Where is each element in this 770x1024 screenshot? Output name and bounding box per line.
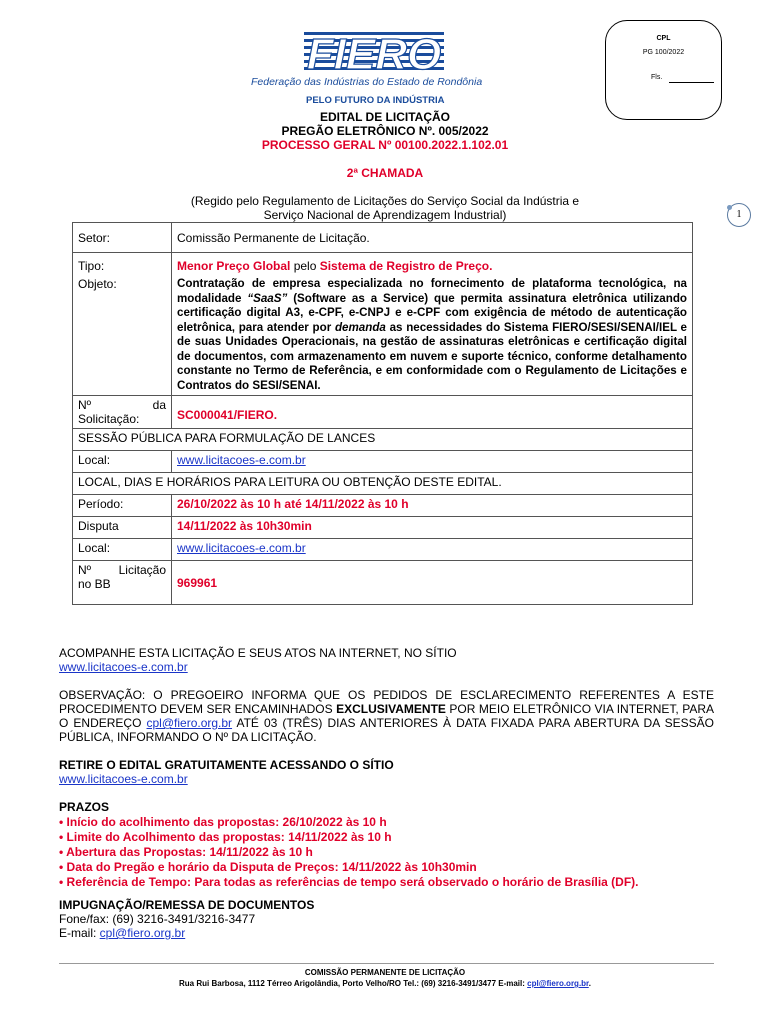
local2-label: Local: bbox=[73, 539, 172, 561]
stamp-cpl: CPL bbox=[656, 35, 671, 42]
impugnacao-email-link[interactable]: cpl@fiero.org.br bbox=[99, 926, 186, 940]
periodo-label: Período: bbox=[73, 495, 172, 517]
chamada-label: 2ª CHAMADA bbox=[346, 166, 424, 180]
fiero-logo bbox=[304, 30, 444, 74]
solicitacao-label-no: Nº bbox=[78, 398, 92, 412]
disputa-value: 14/11/2022 às 10h30min bbox=[172, 517, 693, 539]
table-row-setor bbox=[73, 223, 693, 253]
processo-number: PROCESSO GERAL Nº 00100.2022.1.102.01 bbox=[261, 138, 509, 152]
observacao-block bbox=[59, 688, 714, 744]
table-row-leitura bbox=[73, 473, 693, 495]
prazos-block bbox=[59, 800, 714, 890]
acompanhe-block bbox=[59, 646, 714, 674]
periodo-value: 26/10/2022 às 10 h até 14/11/2022 às 10 h bbox=[172, 495, 693, 517]
prazo-item: • Abertura das Propostas: 14/11/2022 às 10 h bbox=[59, 845, 313, 859]
table-row-bb bbox=[73, 561, 693, 605]
stamp-fls-label: Fls. bbox=[651, 74, 663, 81]
objeto-label: Objeto: bbox=[73, 275, 172, 396]
impugnacao-fone: Fone/fax: (69) 3216-3491/3216-3477 bbox=[59, 912, 256, 926]
prazo-item: • Limite do Acolhimento das propostas: 14/11/2022 às 10 h bbox=[59, 830, 392, 844]
pregao-number: PREGÃO ELETRÔNICO Nº. 005/2022 bbox=[281, 124, 489, 138]
sessao-header: SESSÃO PÚBLICA PARA FORMULAÇÃO DE LANCES bbox=[73, 429, 693, 451]
observacao-text-2: POR MEIO ELETRÔNICO VIA INTERNET, PARA O ENDEREÇO bbox=[59, 702, 714, 730]
acompanhe-link[interactable]: www.licitacoes-e.com.br bbox=[59, 660, 188, 674]
logo-text: FIERO bbox=[306, 30, 442, 74]
footer-commission: COMISSÃO PERMANENTE DE LICITAÇÃO bbox=[304, 968, 466, 977]
table-row-periodo bbox=[73, 495, 693, 517]
tipo-sistema: Sistema de Registro de Preço. bbox=[319, 259, 493, 273]
stamp-page-ref: PG 100/2022 bbox=[642, 49, 685, 56]
tipo-value bbox=[172, 253, 693, 276]
bb-label-licitacao: Licitação bbox=[118, 563, 166, 577]
local-value bbox=[172, 451, 693, 473]
impugnacao-email-label: E-mail: bbox=[59, 926, 100, 940]
table-row-objeto bbox=[73, 275, 693, 396]
footer-period: . bbox=[588, 979, 591, 988]
table-row-tipo bbox=[73, 253, 693, 276]
observacao-text-3: ATÉ 03 (TRÊS) DIAS ANTERIORES À DATA FIXADA PARA ABERTURA DA SESSÃO PÚBLICA, INFORMANDO O Nº DA LICITAÇÃO. bbox=[59, 716, 714, 744]
stamp-fls-line bbox=[669, 82, 714, 83]
prazo-item: • Início do acolhimento das propostas: 26/10/2022 às 10 h bbox=[59, 815, 387, 829]
solicitacao-label-text: Solicitação: bbox=[78, 412, 140, 426]
footer-email-link[interactable]: cpl@fiero.org.br bbox=[527, 979, 589, 988]
table-row-local-2 bbox=[73, 539, 693, 561]
table-row-solicitacao bbox=[73, 396, 693, 429]
prazos-title: PRAZOS bbox=[59, 800, 110, 814]
bb-value: 969961 bbox=[172, 561, 693, 605]
observacao-exclusivamente: EXCLUSIVAMENTE bbox=[336, 702, 446, 716]
table-row-disputa bbox=[73, 517, 693, 539]
prazo-item: • Referência de Tempo: Para todas as referências de tempo será observado o horário de Brasília (DF). bbox=[59, 875, 639, 889]
tipo-menor-preco: Menor Preço Global bbox=[177, 259, 291, 273]
impugnacao-title: IMPUGNAÇÃO/REMESSA DE DOCUMENTOS bbox=[59, 898, 315, 912]
prazo-item: • Data do Pregão e horário da Disputa de Preços: 14/11/2022 às 10h30min bbox=[59, 860, 477, 874]
edital-info-table bbox=[72, 222, 693, 605]
objeto-text-3: as necessidades do Sistema FIERO/SESI/SENAI/IEL e de suas Unidades Operacionais, na gestão de assinaturas eletrônicas e certificação digital de documentos, com armazenamento em nuvem e suporte técnico, conforme detalhamento constante no Termo de Referência, e em conformidade com o Regulamento de Licitações e Contratos do SESI/SENAI. bbox=[177, 320, 688, 392]
table-row-sessao bbox=[73, 429, 693, 451]
tipo-label: Tipo: bbox=[73, 253, 172, 276]
bb-label bbox=[73, 561, 172, 605]
observacao-text-1: OBSERVAÇÃO: O PREGOEIRO INFORMA QUE OS PEDIDOS DE ESCLARECIMENTO REFERENTES A ESTE PROCEDIMENTO DEVEM SER ENCAMINHADOS bbox=[59, 688, 714, 716]
regido-line-1: (Regido pelo Regulamento de Licitações do Serviço Social da Indústria e bbox=[190, 194, 580, 208]
local-link[interactable]: www.licitacoes-e.com.br bbox=[177, 453, 306, 467]
local2-link[interactable]: www.licitacoes-e.com.br bbox=[177, 541, 306, 555]
setor-value: Comissão Permanente de Licitação. bbox=[172, 223, 693, 253]
logo-tagline: PELO FUTURO DA INDÚSTRIA bbox=[306, 95, 445, 106]
footer-address-text: Rua Rui Barbosa, 1112 Térreo Arigolândia, Porto Velho/RO Tel.: (69) 3216-3491/3477 E-mail: bbox=[179, 979, 528, 988]
solicitacao-value: SC000041/FIERO. bbox=[172, 396, 693, 429]
acompanhe-text: ACOMPANHE ESTA LICITAÇÃO E SEUS ATOS NA INTERNET, NO SÍTIO bbox=[59, 646, 457, 660]
objeto-text-1: Contratação de empresa especializada no fornecimento de plataforma tecnológica, na modalidade bbox=[177, 277, 687, 305]
retire-link[interactable]: www.licitacoes-e.com.br bbox=[59, 772, 188, 786]
setor-label: Setor: bbox=[73, 223, 172, 253]
table-row-local bbox=[73, 451, 693, 473]
solicitacao-label bbox=[73, 396, 172, 429]
leitura-header: LOCAL, DIAS E HORÁRIOS PARA LEITURA OU OBTENÇÃO DESTE EDITAL. bbox=[73, 473, 693, 495]
footer-divider bbox=[59, 963, 714, 964]
objeto-saas: “SaaS” bbox=[247, 291, 288, 305]
objeto-text-2: (Software as a Service) que permita assinatura eletrônica utilizando certificação digital A3, e-CPF, e-CNPJ e e-CPF com exigência de método de autenticação eletrônica, para atender por bbox=[177, 291, 687, 334]
regido-note bbox=[0, 194, 770, 222]
cpl-stamp bbox=[605, 20, 722, 120]
objeto-demanda: demanda bbox=[334, 320, 386, 334]
impugnacao-block bbox=[59, 898, 714, 940]
tipo-pelo: pelo bbox=[290, 259, 320, 273]
local2-value bbox=[172, 539, 693, 561]
edital-title: EDITAL DE LICITAÇÃO bbox=[320, 110, 450, 124]
objeto-value bbox=[172, 275, 693, 396]
observacao-email-link[interactable]: cpl@fiero.org.br bbox=[146, 716, 233, 730]
retire-block bbox=[59, 758, 714, 786]
local-label: Local: bbox=[73, 451, 172, 473]
regido-line-2: Serviço Nacional de Aprendizagem Industrial) bbox=[263, 208, 507, 222]
logo-subtitle: Federação das Indústrias do Estado de Rondônia bbox=[251, 76, 483, 88]
bb-label-nobb: no BB bbox=[78, 577, 111, 591]
footer-address bbox=[0, 979, 770, 988]
disputa-label: Disputa bbox=[73, 517, 172, 539]
retire-title: RETIRE O EDITAL GRATUITAMENTE ACESSANDO O SÍTIO bbox=[59, 758, 394, 772]
page-number: 1 bbox=[727, 203, 751, 227]
bb-label-no: Nº bbox=[78, 563, 92, 577]
solicitacao-label-da: da bbox=[152, 398, 166, 412]
